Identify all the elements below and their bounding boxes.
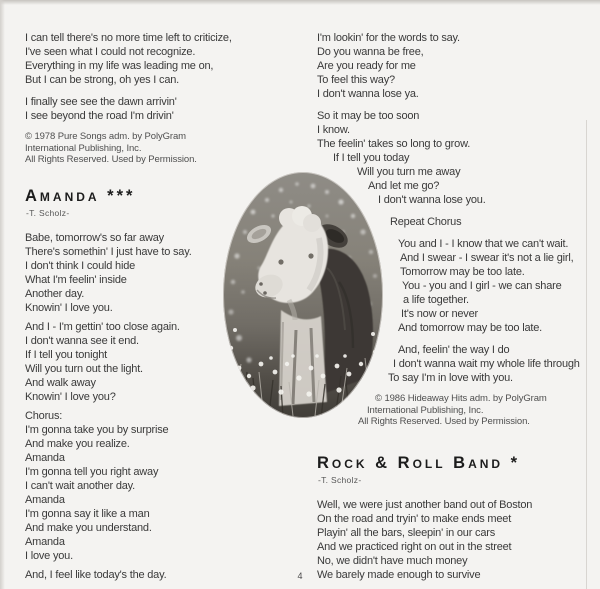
lyric-line: © 1986 Hideaway Hits adm. by PolyGram: [375, 393, 547, 404]
lyric-line: Knowin' I love you?: [25, 390, 116, 403]
lyric-line: Tomorrow may be too late.: [400, 266, 525, 278]
lyric-line: I'm gonna take you by surprise: [25, 423, 169, 436]
stanza: [25, 231, 310, 315]
stanza: [25, 320, 310, 404]
lyric-line: Amanda: [25, 535, 65, 548]
copyright-notice: [25, 131, 310, 166]
left-column: [25, 31, 310, 587]
lyric-line: Repeat Chorus: [390, 216, 462, 228]
lyric-line: Amanda: [25, 451, 65, 464]
lyric-line: I know.: [317, 124, 350, 136]
right-column: [317, 31, 600, 587]
stanza: [317, 498, 600, 582]
song-title: Rock & Roll Band *: [317, 453, 521, 472]
lyric-line: I don't think I could hide: [25, 259, 136, 272]
page-number: 4: [297, 571, 303, 581]
lyric-line: Another day.: [25, 287, 85, 300]
lyric-line: I don't wanna lose you.: [378, 194, 486, 206]
stanza: [317, 343, 600, 385]
stanza: [317, 237, 600, 335]
lyric-line: I don't wanna wait my whole life through: [393, 358, 580, 370]
lyric-line: All Rights Reserved. Used by Permission.: [25, 154, 197, 165]
stanza: [317, 109, 600, 207]
lyric-line: I've seen what I could not recognize.: [25, 46, 196, 58]
lyric-line: And I swear - I swear it's not a lie girl,: [400, 252, 574, 264]
lyric-line: I can't wait another day.: [25, 479, 136, 492]
stanza: [25, 95, 310, 123]
lyric-line: I finally see see the dawn arrivin': [25, 96, 177, 108]
lyric-line: It's now or never: [401, 308, 478, 320]
lyric-line: a life together.: [403, 294, 469, 306]
lyric-line: No, we didn't have much money: [317, 554, 468, 567]
lyric-line: You - you and I girl - we can share: [402, 280, 562, 292]
song-amanda: [25, 187, 310, 582]
lyric-line: I don't wanna see it end.: [25, 334, 139, 347]
scan-edge-top: [0, 0, 600, 5]
lyric-line: I love you.: [25, 549, 73, 562]
lyric-line: And make you realize.: [25, 437, 130, 450]
repeat-chorus-note: [317, 215, 600, 229]
lyric-line: I don't wanna lose ya.: [317, 88, 419, 100]
lyric-line: International Publishing, Inc.: [367, 404, 484, 416]
lyric-line: International Publishing, Inc.: [25, 142, 142, 154]
lyric-line: I'm gonna say it like a man: [25, 507, 150, 520]
lyric-line: But I can be strong, oh yes I can.: [25, 74, 180, 86]
lyric-line: I can tell there's no more time left to criticize,: [25, 32, 232, 44]
lyric-line: There's somethin' I just have to say.: [25, 245, 192, 258]
lyric-line: Are you ready for me: [317, 60, 416, 72]
lyric-line: What I'm feelin' inside: [25, 273, 127, 286]
song-credit: -T. Scholz-: [26, 207, 70, 218]
lyric-line: To feel this way?: [317, 74, 395, 86]
lyric-line: Do you wanna be free,: [317, 46, 424, 58]
lyric-line: Will you turn out the light.: [25, 362, 143, 375]
lyric-line: So it may be too soon: [317, 110, 420, 122]
lyric-line: I see beyond the road I'm drivin': [25, 110, 174, 122]
lyric-line: And I - I'm gettin' too close again.: [25, 320, 180, 333]
copyright-notice: [317, 393, 600, 428]
lyric-line: And we practiced right on out in the street: [317, 540, 512, 553]
song-rock-and-roll-band: [317, 454, 600, 582]
song-credit: -T. Scholz-: [318, 474, 362, 485]
scan-edge-left: [0, 0, 5, 589]
lyric-line: Chorus:: [25, 409, 63, 422]
stanza-chorus: [25, 409, 310, 563]
lyric-line: I'm gonna tell you right away: [25, 465, 159, 478]
lyric-line: If I tell you today: [333, 152, 410, 164]
lyric-line: To say I'm in love with you.: [388, 372, 513, 384]
lyric-line: We barely made enough to survive: [317, 568, 481, 581]
lyric-line: And make you understand.: [25, 521, 152, 534]
lyric-line: And tomorrow may be too late.: [398, 322, 542, 334]
lyric-line: On the road and tryin' to make ends meet: [317, 512, 512, 525]
lyric-line: And let me go?: [368, 180, 440, 192]
lyric-line: If I tell you tonight: [25, 348, 108, 361]
lyric-line: And walk away: [25, 376, 96, 389]
lyric-line: Babe, tomorrow's so far away: [25, 231, 164, 244]
stanza: [317, 31, 600, 101]
lyric-line: All Rights Reserved. Used by Permission.: [358, 416, 530, 427]
lyric-line: And, feelin' the way I do: [398, 344, 510, 356]
lyric-line: The feelin' takes so long to grow.: [317, 138, 471, 150]
lyric-line: Playin' all the bars, sleepin' in our cars: [317, 526, 496, 539]
song-title: Amanda ***: [25, 186, 136, 205]
lyric-line: Well, we were just another band out of Boston: [317, 498, 533, 511]
lyric-line: © 1978 Pure Songs adm. by PolyGram: [25, 131, 186, 142]
lyric-line: Amanda: [25, 493, 65, 506]
lyric-line: Knowin' I love you.: [25, 301, 113, 314]
stanza: [25, 31, 310, 87]
lyric-line: I'm lookin' for the words to say.: [317, 32, 460, 44]
lyric-line: You and I - I know that we can't wait.: [398, 238, 569, 250]
lyric-line: And, I feel like today's the day.: [25, 568, 167, 581]
lyric-line: Will you turn me away: [357, 166, 461, 178]
lyric-line: Everything in my life was leading me on,: [25, 60, 214, 72]
